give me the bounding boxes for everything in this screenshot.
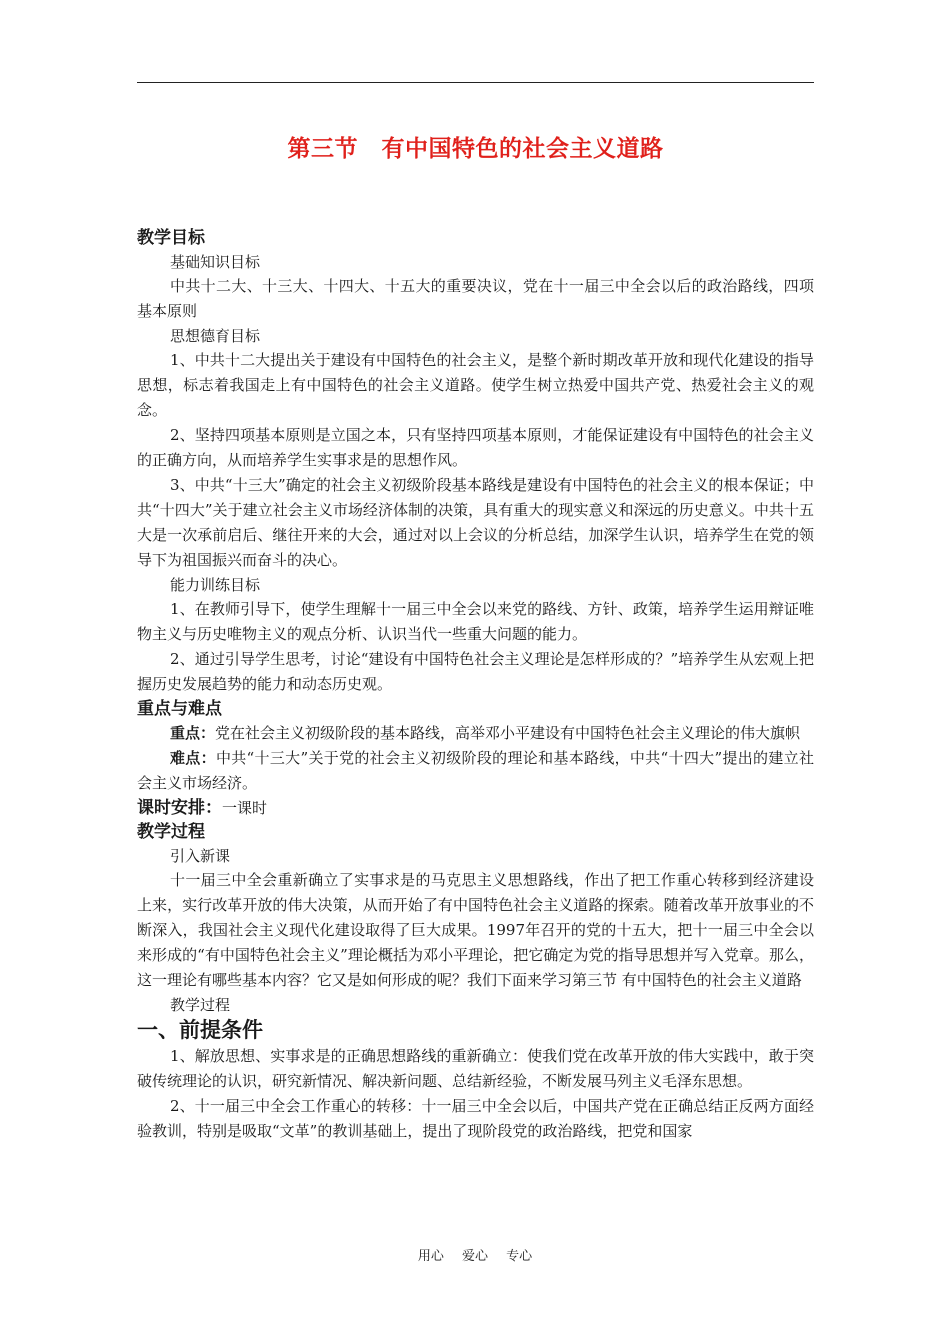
document-body <box>137 134 814 1144</box>
goals-heading: 教学目标 <box>137 228 205 248</box>
page-title: 第三节 有中国特色的社会主义道路 <box>287 136 664 162</box>
schedule-value: 一课时 <box>222 799 268 817</box>
difficulty-paragraph <box>137 746 814 796</box>
basic-heading: 基础知识目标 <box>170 253 261 271</box>
section1-heading: 一、前提条件 <box>137 1018 263 1042</box>
header-rule <box>137 82 814 83</box>
ability-paragraph-1: 1、在教师引导下，使学生理解十一届三中全会以来党的路线、方针、政策，培养学生运用辩证唯物主义与历史唯物主义的观点分析、认识当代一些重大问题的能力。 <box>137 600 814 643</box>
process-heading: 教学过程 <box>137 822 205 842</box>
schedule-line <box>137 796 814 820</box>
basic-text: 中共十二大、十三大、十四大、十五大的重要决议，党在十一届三中全会以后的政治路线，四项基本原则 <box>137 277 814 320</box>
page-footer: 用心 爱心 专心 <box>417 1249 533 1264</box>
moral-paragraph-3: 3、中共“十三大”确定的社会主义初级阶段基本路线是建设有中国特色的社会主义的根本保证；中共“十四大”关于建立社会主义市场经济体制的决策，具有重大的现实意义和深远的历史意义。中共十五大是一次承前启后、继往开来的大会，通过对以上会议的分析总结，加深学生认识，培养学生在党的领导下为祖国振兴而奋斗的决心。 <box>137 476 814 569</box>
key-heading: 重点与难点 <box>137 699 222 719</box>
intro-heading: 引入新课 <box>170 847 231 865</box>
section1-paragraph-1: 1、解放思想、实事求是的正确思想路线的重新确立：使我们党在改革开放的伟大实践中，敢于突破传统理论的认识，研究新情况、解决新问题、总结新经验，不断发展马列主义毛泽东思想。 <box>137 1047 814 1090</box>
moral-paragraph-2: 2、坚持四项基本原则是立国之本，只有坚持四项基本原则，才能保证建设有中国特色的社会主义的正确方向，从而培养学生实事求是的思想作风。 <box>137 426 814 469</box>
key-text: 党在社会主义初级阶段的基本路线，高举邓小平建设有中国特色社会主义理论的伟大旗帜 <box>215 724 801 742</box>
key-label: 重点： <box>170 724 216 742</box>
ability-paragraph-2: 2、通过引导学生思考，讨论“建设有中国特色社会主义理论是怎样形成的？”培养学生从宏观上把握历史发展趋势的能力和动态历史观。 <box>137 650 814 693</box>
key-paragraph <box>137 721 814 746</box>
moral-paragraph-1: 1、中共十二大提出关于建设有中国特色的社会主义，是整个新时期改革开放和现代化建设的指导思想，标志着我国走上有中国特色的社会主义道路。使学生树立热爱中国共产党、热爱社会主义的观念。 <box>137 351 814 419</box>
section1-paragraph-2: 2、十一届三中全会工作重心的转移：十一届三中全会以后，中国共产党在正确总结正反两方面经验教训，特别是吸取“文革”的教训基础上，提出了现阶段党的政治路线，把党和国家 <box>137 1097 814 1140</box>
difficulty-text: 中共“十三大”关于党的社会主义初级阶段的理论和基本路线，中共“十四大”提出的建立社会主义市场经济。 <box>137 749 814 792</box>
intro-paragraph: 十一届三中全会重新确立了实事求是的马克思主义思想路线，作出了把工作重心转移到经济建设上来，实行改革开放的伟大决策，从而开始了有中国特色社会主义道路的探索。随着改革开放事业的不断深入，我国社会主义现代化建设取得了巨大成果。1997年召开的党的十五大，把十一届三中全会以来形成的“有中国特色社会主义”理论概括为邓小平理论，把它确定为党的指导思想并写入党章。那么，这一理论有哪些基本内容？它又是如何形成的呢？我们下面来学习第三节 有中国特色的社会主义道路 <box>137 871 814 989</box>
difficulty-label: 难点： <box>170 749 216 767</box>
ability-heading: 能力训练目标 <box>170 576 261 594</box>
process-sub-heading: 教学过程 <box>170 996 231 1014</box>
schedule-label: 课时安排： <box>137 798 222 818</box>
moral-heading: 思想德育目标 <box>170 327 261 345</box>
